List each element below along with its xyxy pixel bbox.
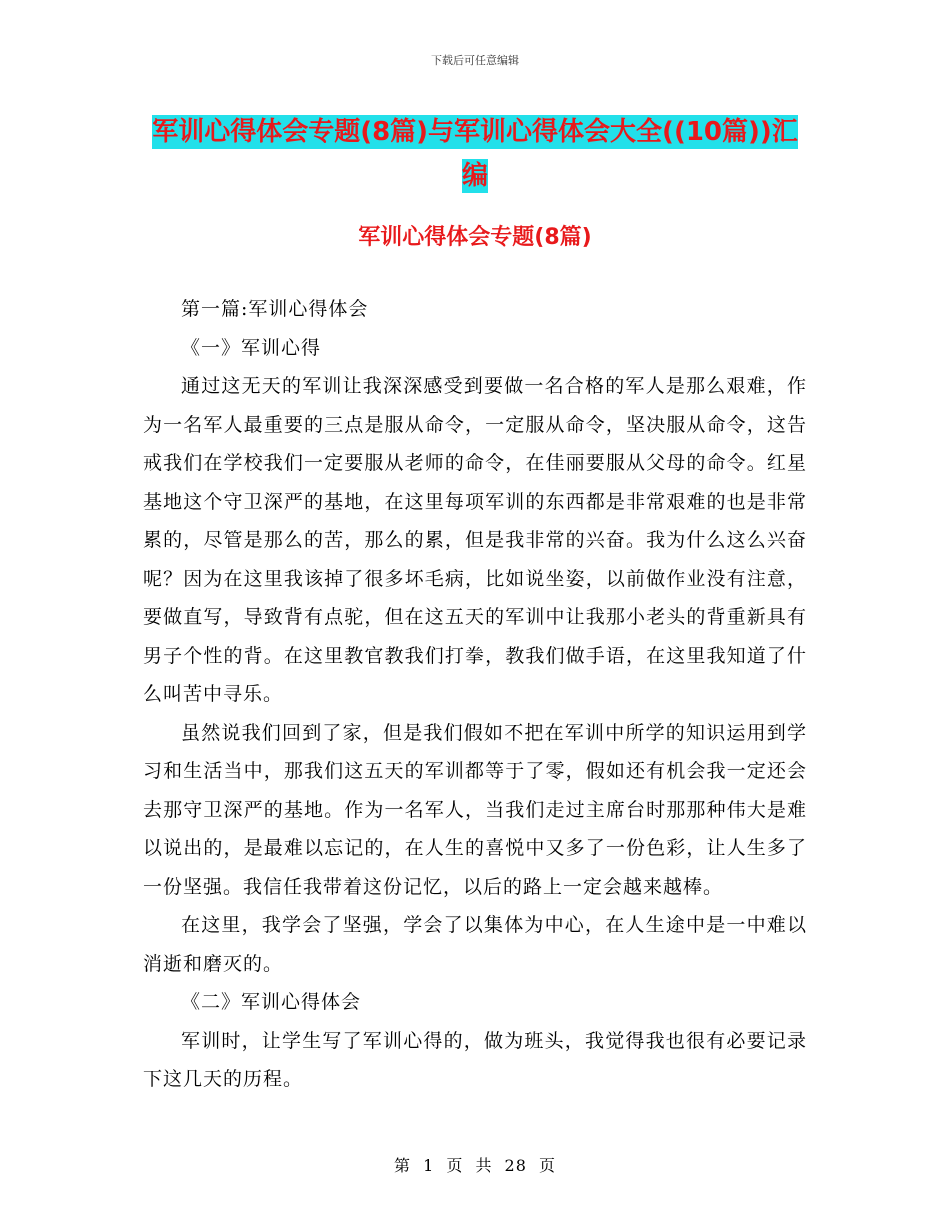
- body-paragraph: 在这里，我学会了坚强，学会了以集体为中心，在人生途中是一中难以消逝和磨灭的。: [143, 914, 807, 975]
- section-heading: 《一》军训心得: [181, 336, 322, 359]
- document-body: [143, 290, 807, 1099]
- body-paragraph: 虽然说我们回到了家，但是我们假如不把在军训中所学的知识运用到学习和生活当中，那我们这五天的军训都等于了零，假如还有机会我一定还会去那守卫深严的基地。作为一名军人，当我们走过主席台时那那种伟大是难以说出的，是最难以忘记的，在人生的喜悦中又多了一份色彩，让人生多了一份坚强。我信任我带着这份记忆，以后的路上一定会越来越棒。: [143, 721, 807, 898]
- chapter-heading: 第一篇:军训心得体会: [181, 298, 369, 320]
- document-title: [140, 110, 810, 198]
- body-paragraph: 通过这无天的军训让我深深感受到要做一名合格的军人是那么艰难，作为一名军人最重要的三点是服从命令，一定服从命令，坚决服从命令，这告戒我们在学校我们一定要服从老师的命令，在佳丽要服从父母的命令。红星基地这个守卫深严的基地，在这里每项军训的东西都是非常艰难的也是非常累的，尽管是那么的苦，那么的累，但是我非常的兴奋。我为什么这么兴奋呢？因为在这里我该掉了很多坏毛病，比如说坐姿，以前做作业没有注意，要做直写，导致背有点驼，但在这五天的军训中让我那小老头的背重新具有男子个性的背。在这里教官教我们打拳，教我们做手语，在这里我知道了什么叫苦中寻乐。: [143, 375, 807, 705]
- body-paragraph: 军训时，让学生写了军训心得的，做为班头，我觉得我也很有必要记录下这几天的历程。: [143, 1029, 807, 1090]
- page-number-footer: 第 1 页 共 28 页: [394, 1156, 556, 1175]
- section-title: 军训心得体会专题(8篇): [358, 225, 592, 250]
- document-title-highlight: 军训心得体会专题(8篇)与军训心得体会大全((10篇))汇编: [152, 117, 798, 191]
- page-header: 下载后可任意编辑: [431, 54, 519, 67]
- section-heading: 《二》军训心得体会: [181, 991, 362, 1013]
